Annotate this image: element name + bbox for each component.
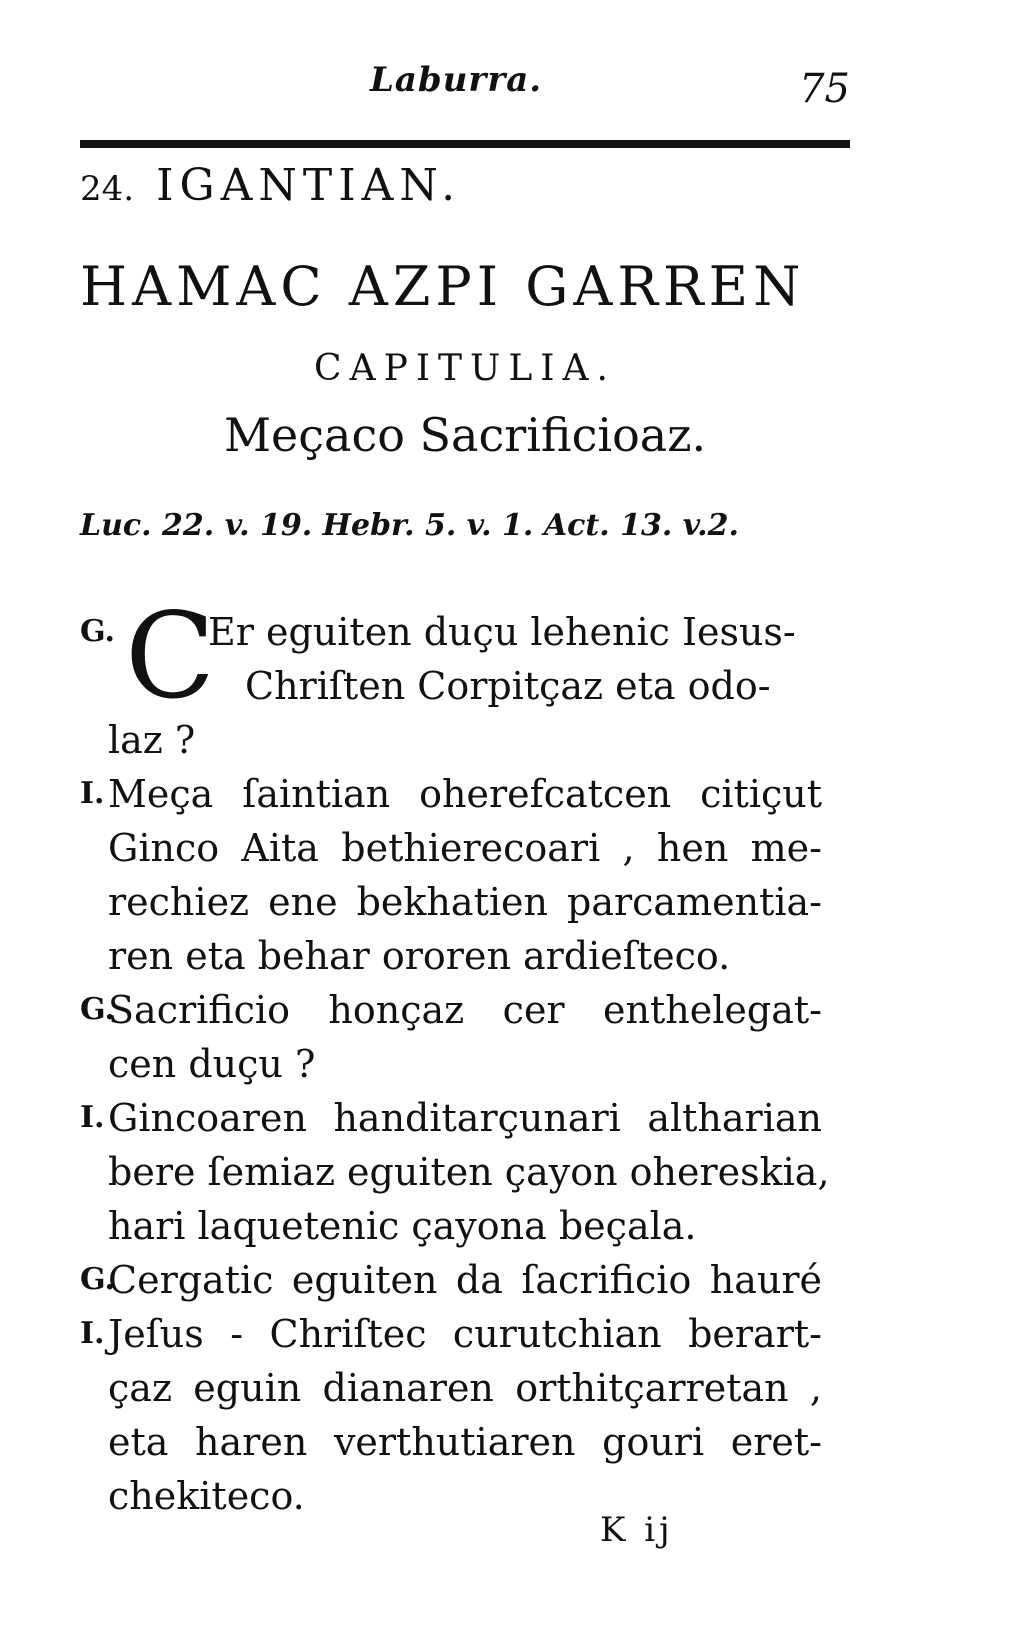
text-line: çaz eguin dianaren orthitçarretan ,: [108, 1366, 822, 1410]
running-title: Laburra.: [370, 60, 543, 100]
speaker-label: I.: [80, 1100, 105, 1135]
chapter-subtitle: CAPITULIA.: [314, 348, 616, 389]
speaker-label: G.: [80, 992, 115, 1027]
lesson-heading: [80, 160, 461, 211]
qa-block: [80, 1307, 850, 1523]
speaker-label: I.: [80, 1316, 105, 1351]
speaker-label: G.: [80, 614, 115, 649]
page-number: 75: [799, 66, 850, 112]
text-line: Chriſten Corpitçaz eta odo-: [245, 664, 771, 708]
text-line: Cergatic eguiten da ſacrificio hauré: [108, 1258, 822, 1302]
text-line: Sacrificio honçaz cer enthelegat-: [108, 988, 822, 1032]
signature-mark: K ij: [600, 1510, 674, 1550]
drop-cap: C: [125, 587, 216, 725]
text-line: Gincoaren handitarçunari altharian: [108, 1096, 822, 1140]
qa-block: [80, 767, 850, 983]
qa-block: [80, 1253, 850, 1307]
chapter-topic: Meçaco Sacrificioaz.: [223, 408, 707, 462]
text-line: Jeſus - Chriſtec curutchian berart-: [108, 1312, 822, 1356]
text-line: bere ſemiaz eguiten çayon ohereskia,: [108, 1150, 830, 1194]
chapter-title: HAMAC AZPI GARREN: [80, 255, 806, 318]
scripture-citation: Luc. 22. v. 19. Hebr. 5. v. 1. Act. 13. v.2.: [80, 508, 739, 543]
text-line: Er eguiten duçu lehenic Iesus-: [208, 610, 796, 654]
header-rule: [80, 140, 850, 148]
text-line: Ginco Aita bethierecoari , hen me-: [108, 826, 822, 870]
lesson-number: 24.: [80, 169, 135, 209]
lesson-label: IGANTIAN.: [156, 160, 462, 211]
text-line: cen duçu ?: [108, 1042, 316, 1086]
text-line: hari laquetenic çayona beçala.: [108, 1204, 697, 1248]
book-page: [80, 30, 850, 1630]
text-line: Meça ſaintian oherefcatcen citiçut: [108, 772, 822, 816]
qa-block: [80, 983, 850, 1091]
text-line: eta haren verthutiaren gouri eret-: [108, 1420, 822, 1464]
text-line: laz ?: [108, 718, 196, 762]
speaker-label: G.: [80, 1262, 115, 1297]
text-line: rechiez ene bekhatien parcamentia-: [108, 880, 822, 924]
text-line: chekiteco.: [108, 1474, 305, 1518]
text-line: ren eta behar ororen ardieſteco.: [108, 934, 731, 978]
qa-block: [80, 1091, 850, 1253]
running-head: [80, 48, 850, 112]
speaker-label: I.: [80, 776, 105, 811]
qa-block: [80, 587, 850, 767]
